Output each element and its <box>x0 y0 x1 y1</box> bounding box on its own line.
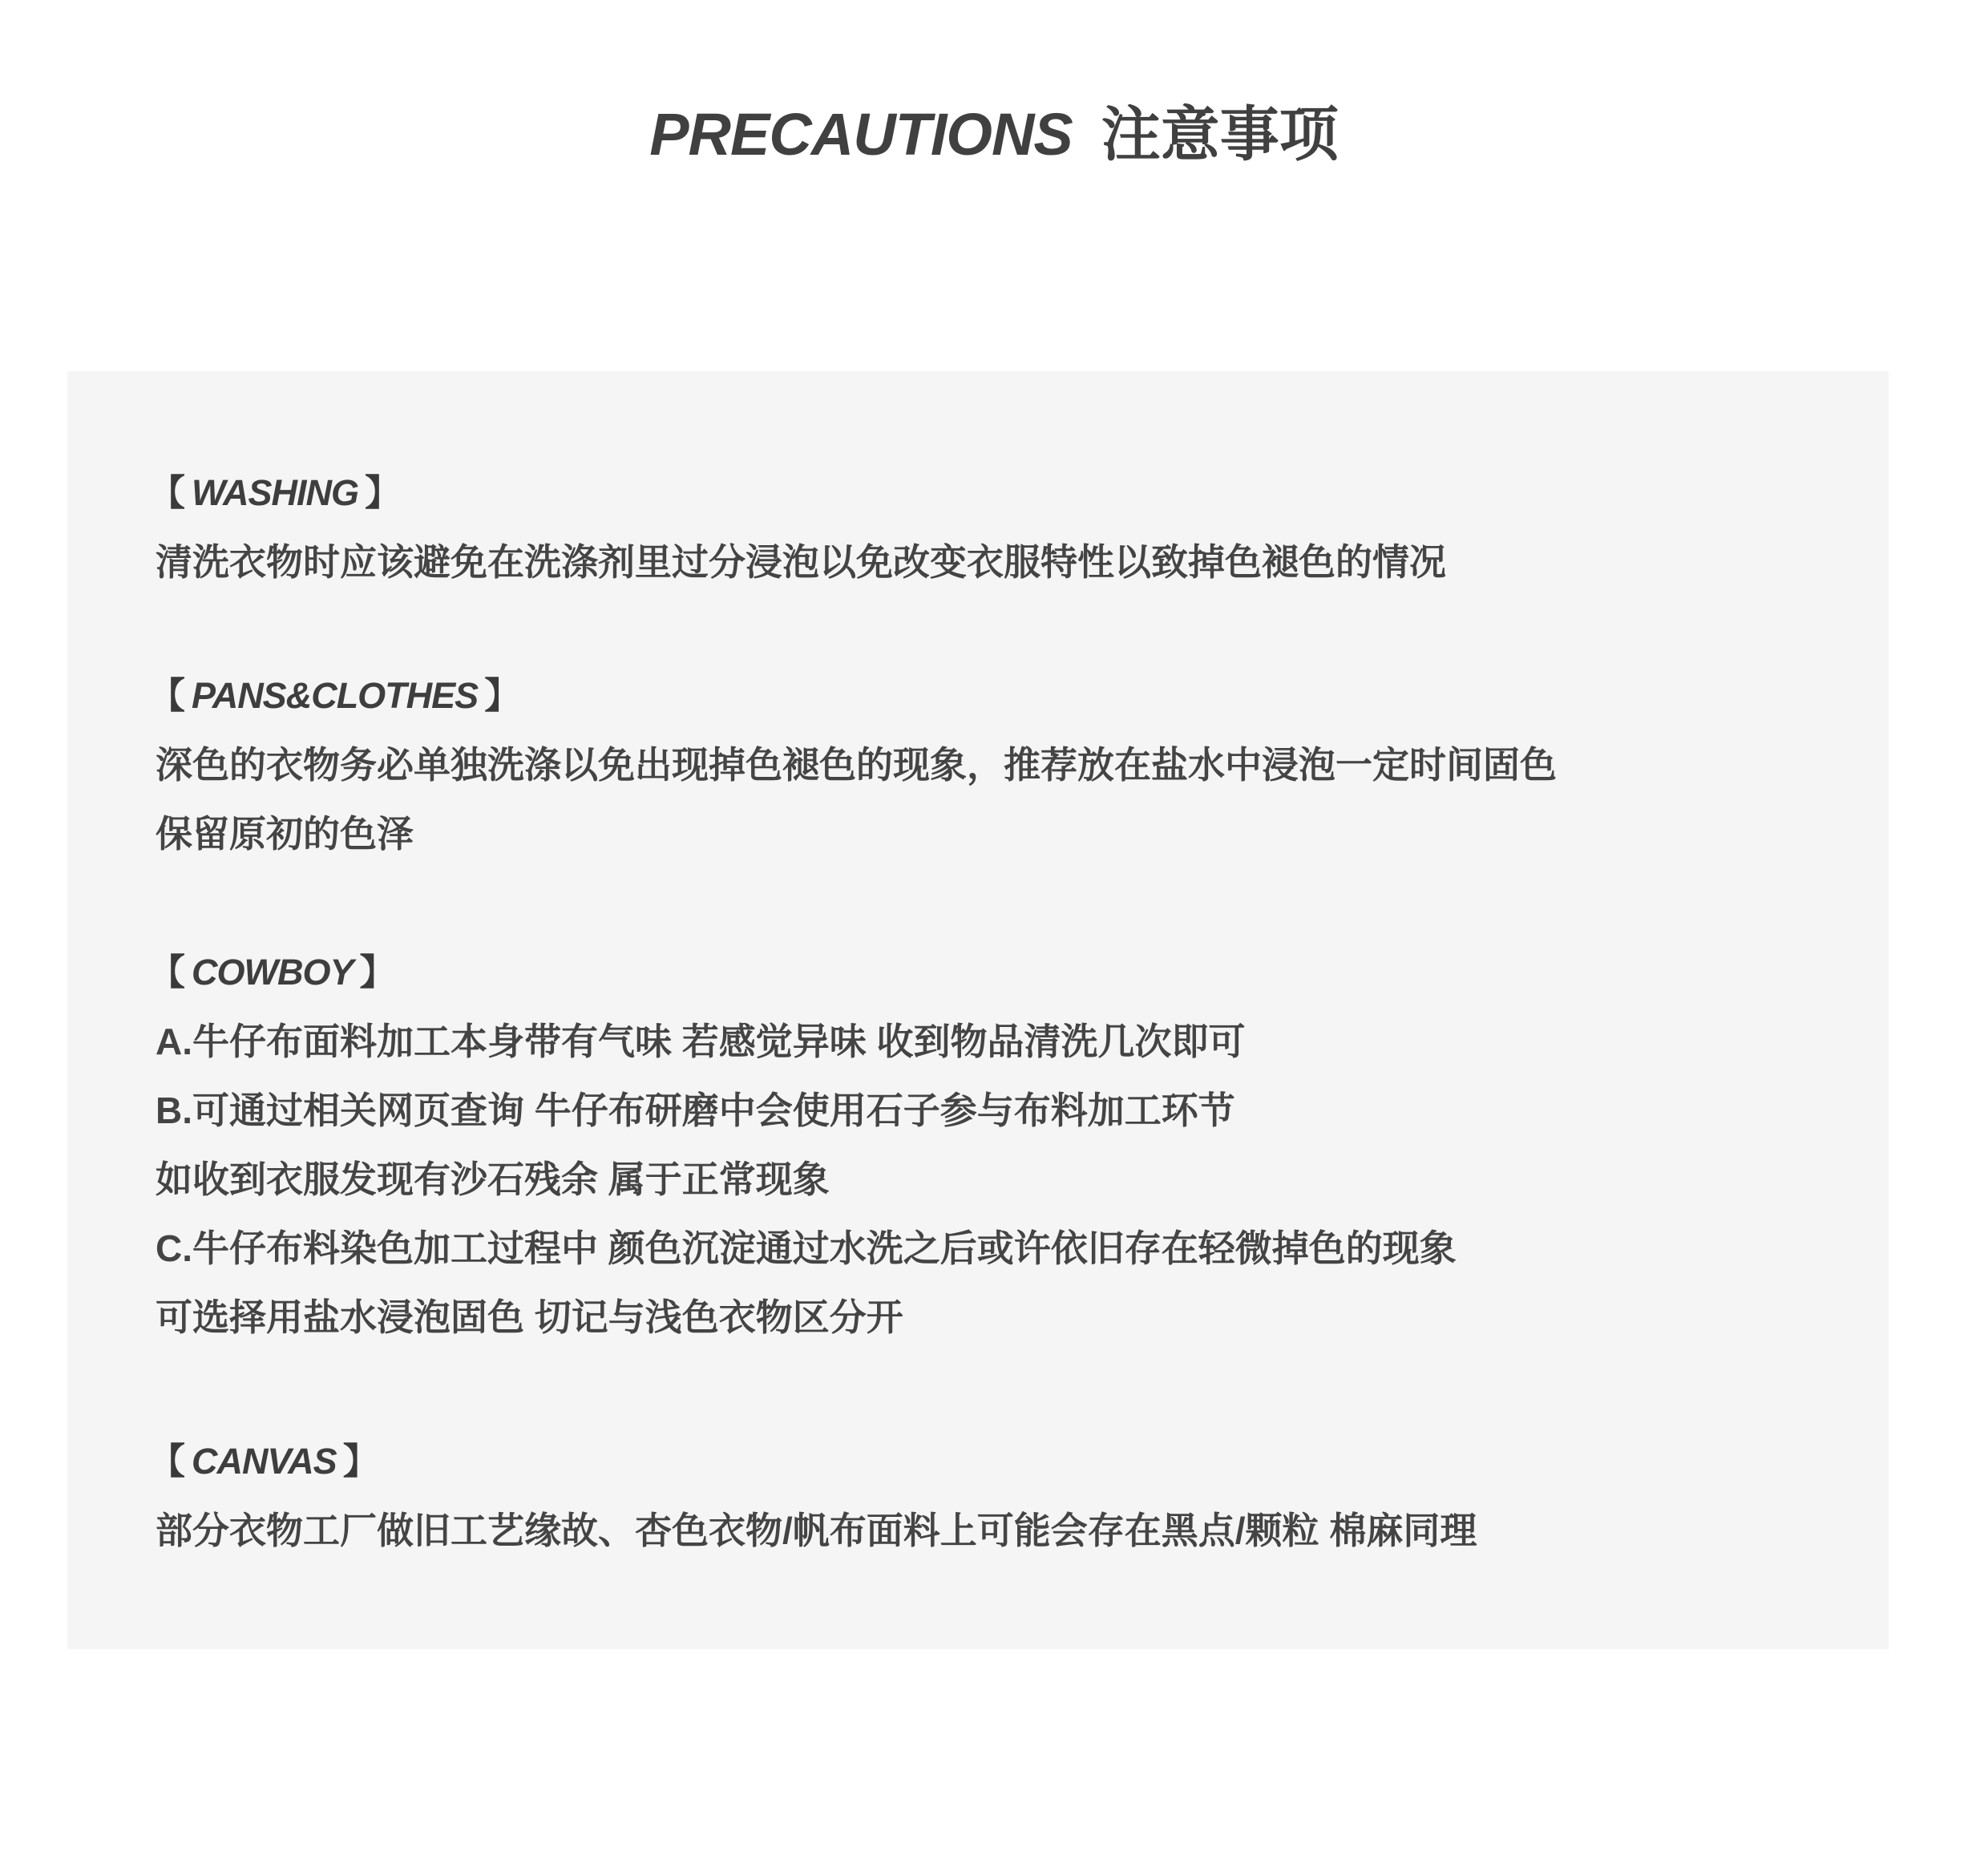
page-title <box>0 95 1988 175</box>
section-line: 深色的衣物务必单独洗涤以免出现掉色褪色的现象，推荐放在盐水中浸泡一定时间固色 <box>156 744 1557 786</box>
bracket-open: 【 <box>149 1441 186 1482</box>
section-heading-text: COWBOY <box>192 952 354 993</box>
section-line: A.牛仔布面料加工本身带有气味 若感觉异味 收到物品清洗几次即可 <box>156 1021 1246 1062</box>
section-line: 如收到衣服发现有沙石残余 属于正常现象 <box>156 1158 830 1200</box>
bracket-close: 】 <box>484 675 521 716</box>
section-cowboy <box>149 938 1759 1352</box>
section-washing <box>149 459 1759 596</box>
section-heading-text: CANVAS <box>192 1441 337 1482</box>
section-heading-text: PANS&CLOTHES <box>192 675 479 716</box>
section-line: C.牛仔布料染色加工过程中 颜色沉淀通过水洗之后或许依旧存在轻微掉色的现象 <box>156 1227 1457 1269</box>
section-heading <box>149 1427 1759 1496</box>
section-line: B.可通过相关网页查询 牛仔布研磨中会使用石子参与布料加工环节 <box>156 1090 1235 1131</box>
section-heading-text: WASHING <box>192 472 359 513</box>
section-canvas <box>149 1427 1759 1565</box>
section-line: 可选择用盐水浸泡固色 切记与浅色衣物区分开 <box>156 1296 903 1338</box>
bracket-open: 【 <box>149 952 186 993</box>
section-line: 清洗衣物时应该避免在洗涤剂里过分浸泡以免改变衣服特性以致掉色褪色的情况 <box>156 541 1446 583</box>
page-title-cn: 注意事项 <box>1101 101 1339 168</box>
section-heading <box>149 938 1759 1007</box>
section-line: 保留原初的色泽 <box>156 813 414 855</box>
bracket-close: 】 <box>365 472 402 513</box>
bracket-open: 【 <box>149 472 186 513</box>
section-line: 部分衣物工厂做旧工艺缘故、杏色衣物/帆布面料上可能会存在黑点/颗粒 棉麻同理 <box>156 1510 1477 1551</box>
section-pans-clothes <box>149 661 1759 868</box>
section-heading <box>149 459 1759 528</box>
bracket-close: 】 <box>359 952 396 993</box>
page-title-en: PRECAUTIONS <box>649 101 1073 168</box>
bracket-open: 【 <box>149 675 186 716</box>
section-heading <box>149 661 1759 730</box>
bracket-close: 】 <box>342 1441 379 1482</box>
